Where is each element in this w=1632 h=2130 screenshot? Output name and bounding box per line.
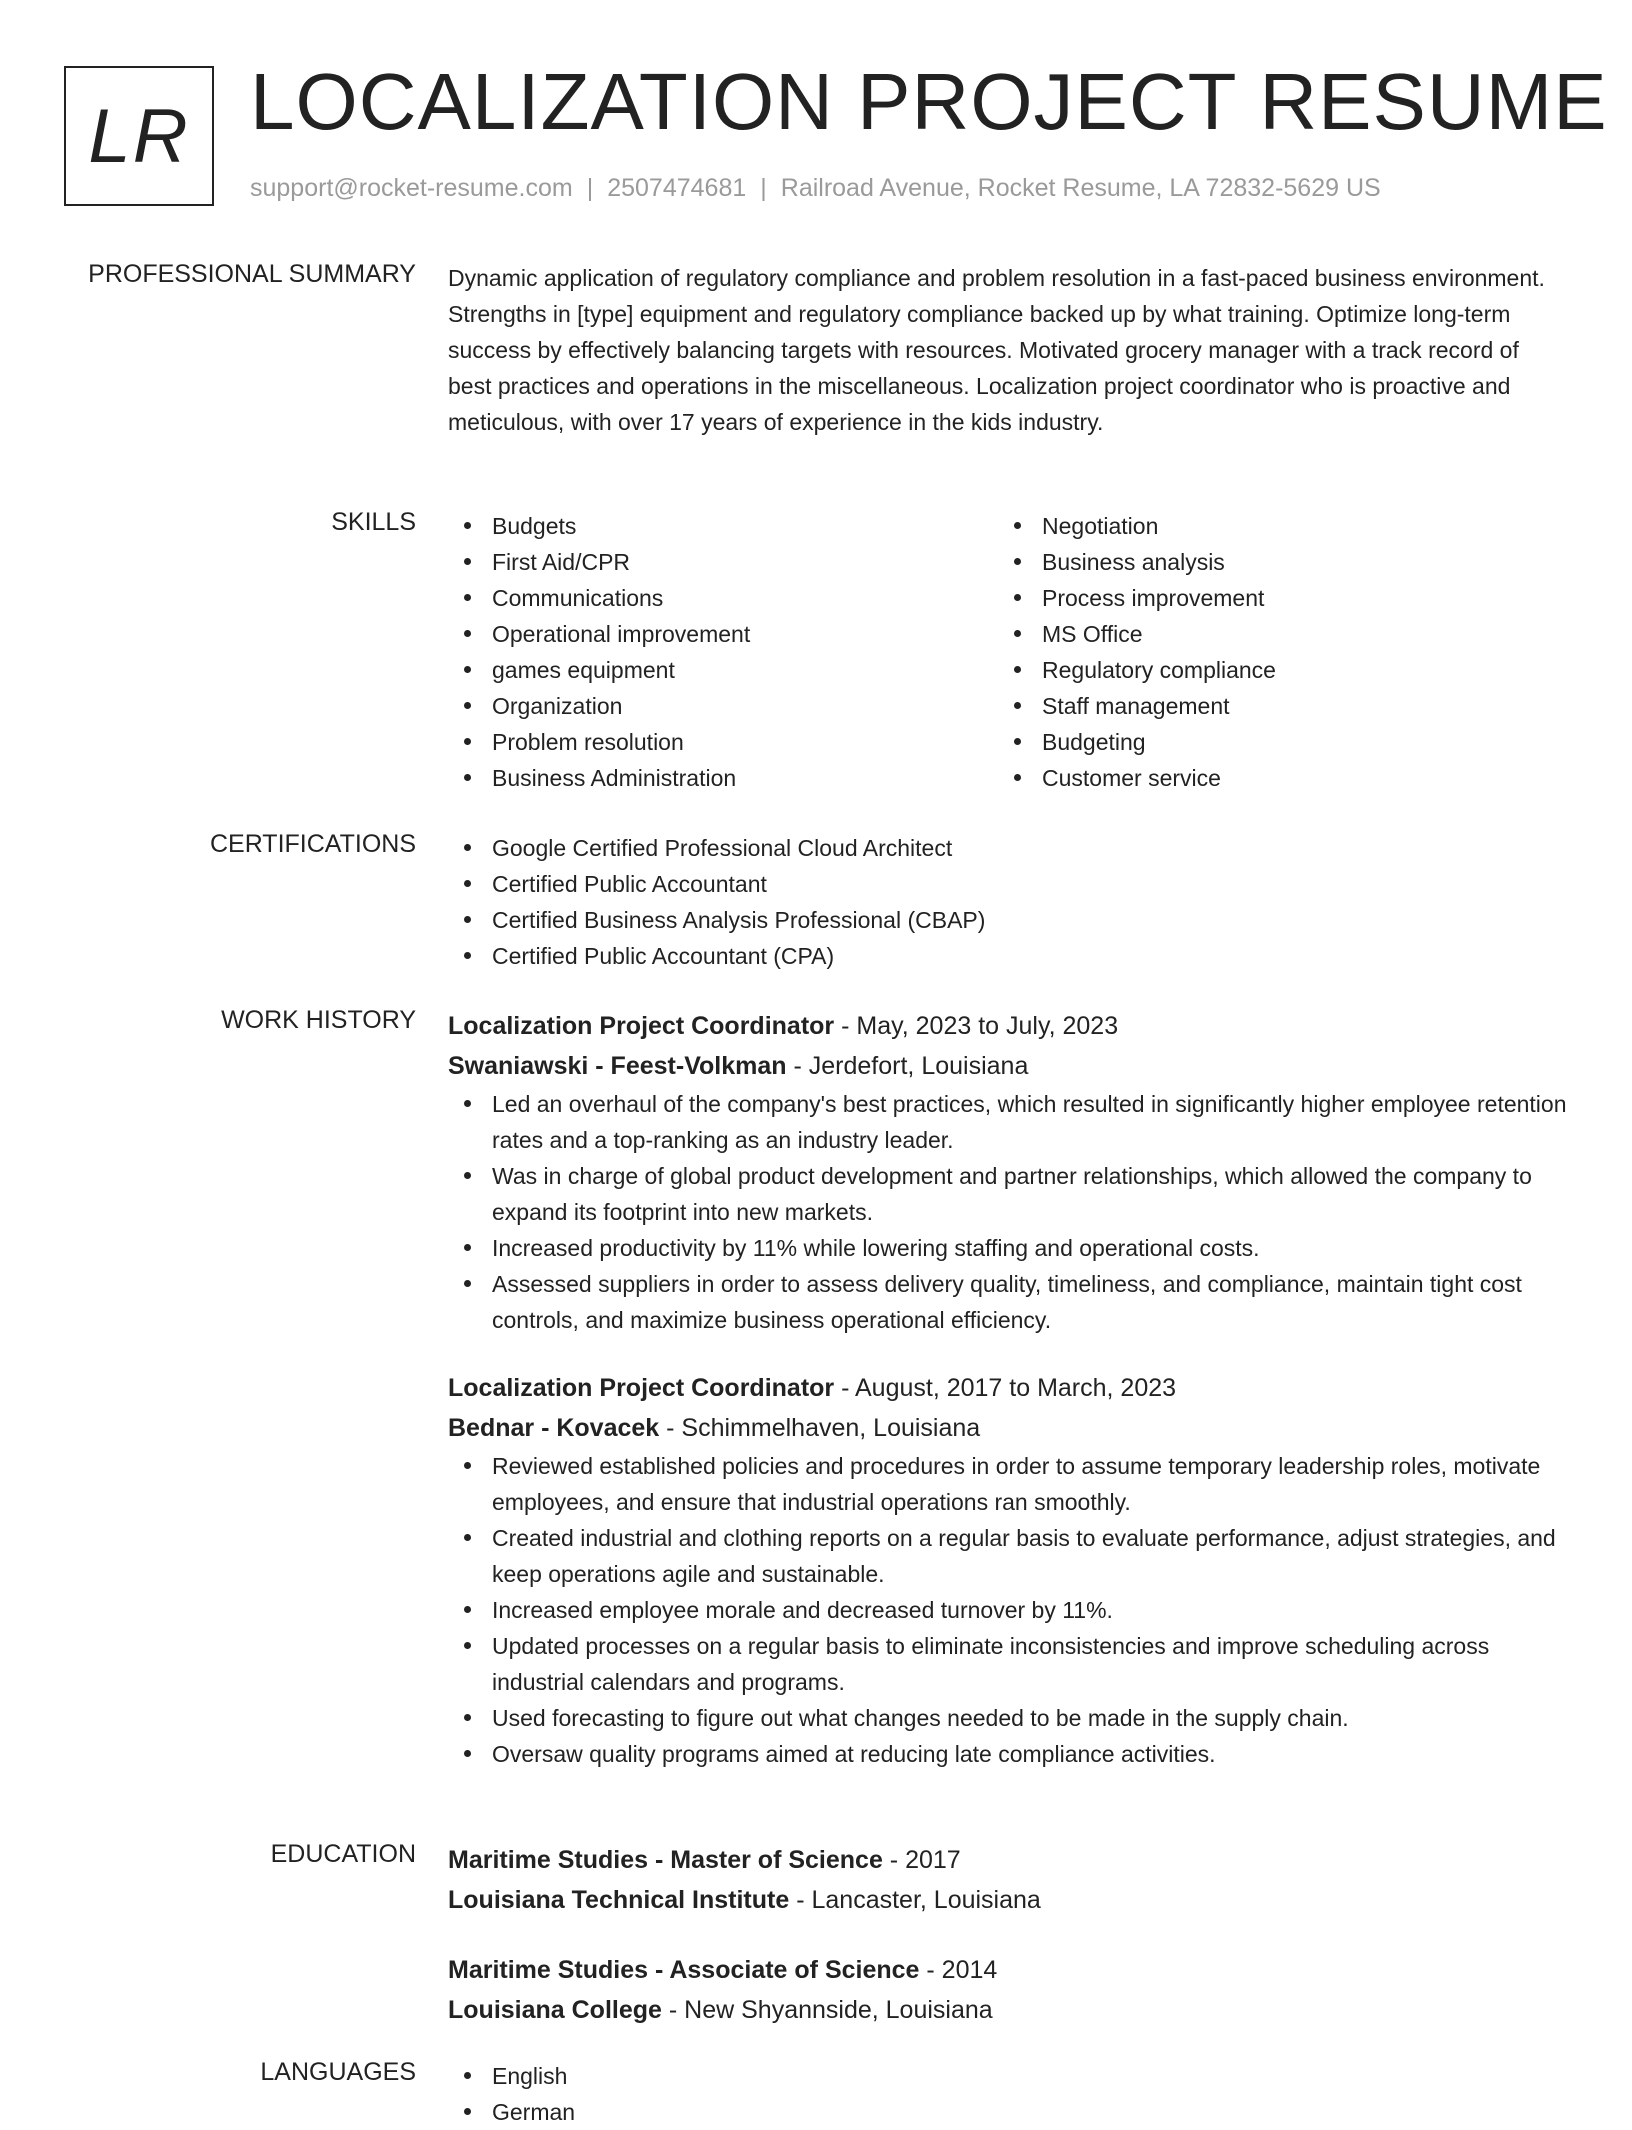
education-school: Louisiana College (448, 1996, 662, 2024)
certification-item: Certified Public Accountant (CPA) (448, 938, 1568, 974)
contact-email[interactable]: support@rocket-resume.com (250, 174, 573, 202)
skill-item: Organization (448, 688, 998, 724)
job-entry (448, 1006, 1568, 1338)
certifications-content (448, 830, 1568, 974)
job-bullet: Used forecasting to figure out what changes needed to be made in the supply chain. (448, 1700, 1568, 1736)
resume-title: LOCALIZATION PROJECT RESUME (250, 57, 1608, 146)
job-bullet: Oversaw quality programs aimed at reducing late compliance activities. (448, 1736, 1568, 1772)
languages-content (448, 2058, 1568, 2130)
job-dates: - May, 2023 to July, 2023 (834, 1012, 1119, 1040)
job-company-line (448, 1408, 1568, 1448)
job-title: Localization Project Coordinator (448, 1012, 835, 1040)
summary-content (448, 260, 1568, 440)
certification-item: Certified Business Analysis Professional (CBAP) (448, 902, 1568, 938)
education-school: Louisiana Technical Institute (448, 1886, 790, 1914)
summary-text: Dynamic application of regulatory compliance and problem resolution in a fast-paced business environment. Strengths in [type] equipment and regulatory compliance backed up by what training. Optimize long-term success by effectively balancing targets with resources. Motivated grocery manager with a track record of best practices and operations in the miscellaneous. Localization project coordinator who is proactive and meticulous, with over 17 years of experience in the kids industry. (448, 265, 1545, 435)
skills-content (448, 508, 1568, 796)
contact-separator: | (586, 174, 594, 202)
education-school-line (448, 1880, 1568, 1920)
job-bullet: Increased productivity by 11% while lowering staffing and operational costs. (448, 1230, 1568, 1266)
job-entry (448, 1368, 1568, 1772)
languages-list (448, 2058, 1568, 2130)
section-label-languages: LANGUAGES (260, 2058, 416, 2086)
job-bullet: Assessed suppliers in order to assess delivery quality, timeliness, and compliance, maintain tight cost controls, and maximize business operational efficiency. (448, 1266, 1568, 1338)
section-label-education: EDUCATION (270, 1840, 416, 1868)
education-year: - 2014 (919, 1956, 998, 1984)
job-bullet: Was in charge of global product development and partner relationships, which allowed the company to expand its footprint into new markets. (448, 1158, 1568, 1230)
skill-item: games equipment (448, 652, 998, 688)
job-bullet: Increased employee morale and decreased turnover by 11%. (448, 1592, 1568, 1628)
education-location: - Lancaster, Louisiana (789, 1886, 1041, 1914)
language-item: English (448, 2058, 1568, 2094)
certification-item: Google Certified Professional Cloud Architect (448, 830, 1568, 866)
job-company: Bednar - Kovacek (448, 1414, 660, 1442)
job-bullets (448, 1086, 1568, 1338)
skill-item: Business Administration (448, 760, 998, 796)
job-bullet: Updated processes on a regular basis to eliminate inconsistencies and improve scheduling across industrial calendars and programs. (448, 1628, 1568, 1700)
job-bullet: Created industrial and clothing reports on a regular basis to evaluate performance, adjust strategies, and keep operations agile and sustainable. (448, 1520, 1568, 1592)
certification-item: Certified Public Accountant (448, 866, 1568, 902)
section-label-summary: PROFESSIONAL SUMMARY (88, 260, 416, 288)
job-bullet: Reviewed established policies and procedures in order to assume temporary leadership roles, motivate employees, and ensure that industrial operations ran smoothly. (448, 1448, 1568, 1520)
job-dates: - August, 2017 to March, 2023 (834, 1374, 1177, 1402)
skill-item: Customer service (998, 760, 1548, 796)
education-degree: Maritime Studies - Associate of Science (448, 1956, 920, 1984)
job-title-line (448, 1368, 1568, 1408)
education-school-line (448, 1990, 1568, 2030)
contact-separator: | (760, 174, 767, 202)
section-label-certifications: CERTIFICATIONS (209, 830, 416, 858)
education-year: - 2017 (882, 1846, 961, 1874)
education-entry (448, 1950, 1568, 2030)
education-degree: Maritime Studies - Master of Science (448, 1846, 883, 1874)
job-company-line (448, 1046, 1568, 1086)
monogram-logo: LR (64, 66, 214, 206)
skills-list-right (998, 508, 1548, 796)
contact-line (250, 174, 1381, 203)
section-label-skills: SKILLS (331, 508, 416, 536)
education-degree-line (448, 1950, 1568, 1990)
job-title-line (448, 1006, 1568, 1046)
work-content (448, 1006, 1568, 1772)
job-location: - Schimmelhaven, Louisiana (659, 1414, 981, 1442)
job-company: Swaniawski - Feest-Volkman (448, 1052, 787, 1080)
skill-item: Budgets (448, 508, 998, 544)
certifications-list (448, 830, 1568, 974)
skills-list-left (448, 508, 998, 796)
contact-phone[interactable]: 2507474681 (607, 174, 747, 202)
contact-address: Railroad Avenue, Rocket Resume, LA 72832-5629 US (780, 174, 1381, 202)
skill-item: Regulatory compliance (998, 652, 1548, 688)
section-label-work: WORK HISTORY (221, 1006, 416, 1034)
education-entry (448, 1840, 1568, 1920)
education-content (448, 1840, 1568, 2030)
skill-item: MS Office (998, 616, 1548, 652)
skill-item: Staff management (998, 688, 1548, 724)
job-location: - Jerdefort, Louisiana (786, 1052, 1029, 1080)
skill-item: Budgeting (998, 724, 1548, 760)
skill-item: Operational improvement (448, 616, 998, 652)
education-location: - New Shyannside, Louisiana (661, 1996, 993, 2024)
language-item: German (448, 2094, 1568, 2130)
skill-item: Communications (448, 580, 998, 616)
skill-item: Business analysis (998, 544, 1548, 580)
job-bullet: Led an overhaul of the company's best practices, which resulted in significantly higher employee retention rates and a top-ranking as an industry leader. (448, 1086, 1568, 1158)
skill-item: Problem resolution (448, 724, 998, 760)
skill-item: Negotiation (998, 508, 1548, 544)
education-degree-line (448, 1840, 1568, 1880)
job-bullets (448, 1448, 1568, 1772)
skill-item: Process improvement (998, 580, 1548, 616)
skill-item: First Aid/CPR (448, 544, 998, 580)
job-title: Localization Project Coordinator (448, 1374, 835, 1402)
